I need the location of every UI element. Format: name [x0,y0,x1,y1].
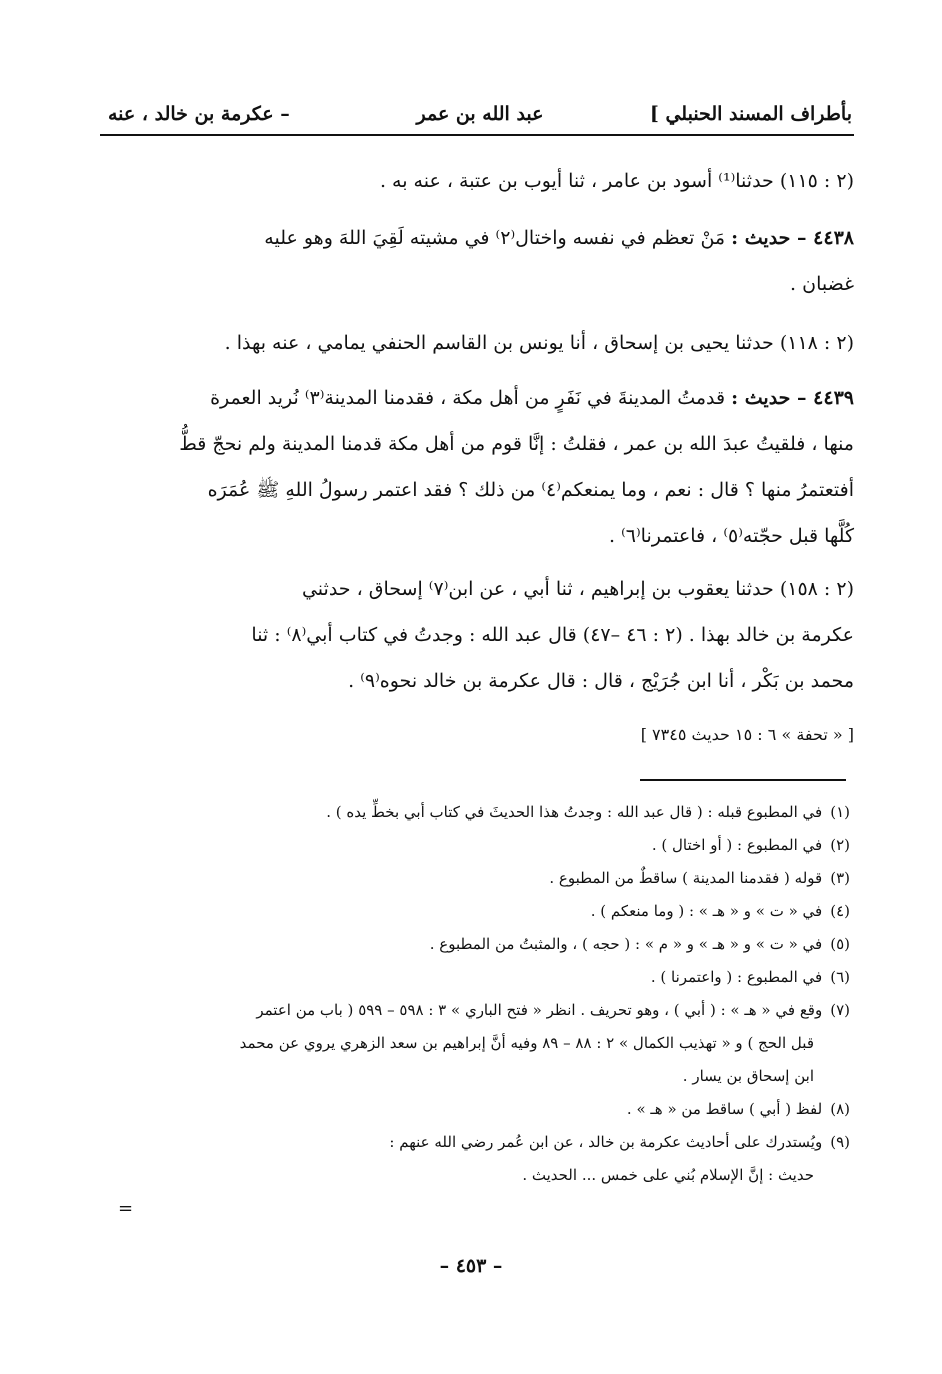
footnote-6 [104,961,850,994]
footnote-2 [104,829,850,862]
text-line: (٢ : ١٥٨) حدثنا يعقوب بن إبراهيم ، ثنا أبي ، عن ابن⁽٧⁾ إسحاق ، حدثني [301,578,854,600]
footnote-8 [104,1093,850,1126]
footnote-number: (٩) [830,1133,850,1151]
footnote-text: في « ت » و « هـ » : ( وما منعكم ) . [590,902,823,920]
footnote-text: في المطبوع : ( واعتمرنا ) . [650,968,823,986]
footnote-4 [104,895,850,928]
header-subchapter: – عكرمة بن خالد ، عنه [108,103,290,125]
footnote-number: (٦) [830,968,850,986]
hadith-4438 [104,215,854,307]
footnote-number: (٢) [830,836,850,854]
tuhfa-reference [104,712,854,758]
hadith-4439 [104,375,854,559]
header-chapter: عبد الله بن عمر [416,103,544,125]
footnote-text: ويُستدرك على أحاديث عكرمة بن خالد ، عن ابن عُمر رضي الله عنهم : [389,1133,823,1151]
footnote-text: في المطبوع : ( أو اختال ) . [651,836,823,854]
footnote-number: (٨) [830,1100,850,1118]
hadith-number: ٤٤٣٨ – حديث : [731,227,854,249]
text-line: كُلَّها قبل حجّته⁽٥⁾ ، فاعتمرنا⁽٦⁾ . [609,525,854,547]
text-line: محمد بن بَكْر ، أنا ابن جُرَيْج ، قال : قال عكرمة بن خالد نحوه⁽٩⁾ . [348,670,854,692]
footnote-3 [104,862,850,895]
text-line: (٢ : ١١٥) حدثنا⁽¹⁾ أسود بن عامر ، ثنا أيوب بن عتبة ، عنه به . [379,170,854,192]
footnote-7 [104,994,850,1027]
text-line: [ « تحفة » ٦ : ١٥ حديث ٧٣٤٥ ] [640,725,854,744]
text-line: أفتعتمرُ منها ؟ قال : نعم ، وما يمنعكم⁽٤⁾ من ذلك ؟ فقد اعتمر رسولُ اللهِ ﷺ عُمَرَه [207,479,854,501]
hadith-number: ٤٤٣٩ – حديث : [731,387,854,409]
text-line: عكرمة بن خالد بهذا . (٢ : ٤٦ –٤٧) قال عبد الله : وجدتُ في كتاب أبي⁽٨⁾ : ثنا [251,624,854,646]
footnote-text: في المطبوع قبله : ( قال عبد الله : وجدتُ هذا الحديثَ في كتاب أبي بخطِّ يده ) . [326,803,823,821]
continuation-mark: = [118,1198,134,1219]
footnote-number: (٥) [830,935,850,953]
footnote-number: (٣) [830,869,850,887]
footnote-5 [104,928,850,961]
footnote-text: لفظ ( أبي ) ساقط من « هـ » . [626,1100,823,1118]
isnad-115 [104,158,854,204]
footnote-9 [104,1126,850,1159]
footnote-9-continuation: حديث : إنَّ الإسلام بُني على خمس ... الحديث . [522,1166,814,1184]
footnote-number: (٤) [830,902,850,920]
footnotes [104,796,850,1192]
footnote-divider [640,779,846,781]
page-number: – ٤٥٣ – [439,1255,503,1277]
running-header [108,96,852,132]
text-line: منها ، فلقيتُ عبدَ الله بن عمر ، فقلتُ : إنَّا قوم من أهل مكة قدمنا المدينة ولم نحجّ قطُّ [179,433,854,455]
footnote-7-continuation: ابن إسحاق بن يسار . [682,1067,814,1085]
footnote-number: (١) [830,803,850,821]
text-line: غضبان . [790,273,854,295]
text-line: (٢ : ١١٨) حدثنا يحيى بن إسحاق ، أنا يونس بن القاسم الحنفي يمامي ، عنه بهذا . [224,332,854,354]
isnad-118 [104,320,854,366]
isnad-158 [104,566,854,704]
footnote-text: قوله ( فقدمنا المدينة ) ساقطٌ من المطبوع . [549,869,823,887]
footnote-text: في « ت » و « هـ » و « م » : ( حجه ) ، والمثبتُ من المطبوع . [429,935,823,953]
footnote-7-continuation: قبل الحج ) و « تهذيب الكمال » ٢ : ٨٨ – ٨٩ وفيه أنَّ إبراهيم بن سعد الزهري يروي عن محمد [239,1034,814,1052]
footnote-number: (٧) [830,1001,850,1019]
header-divider [100,134,854,136]
text-line: قدمتُ المدينةَ في نَفَرٍ من أهل مكة ، فقدمنا المدينة⁽٣⁾ نُريد العمرة [210,387,726,409]
text-line: مَنْ تعظم في نفسه واختال⁽٢⁾ في مشيته لَقِيَ اللهَ وهو عليه [264,227,726,249]
footnote-text: وقع في « هـ » : ( أبي ) ، وهو تحريف . انظر « فتح الباري » ٣ : ٥٩٨ – ٥٩٩ ( باب من اعتمر [256,1001,823,1019]
footnote-1 [104,796,850,829]
header-book-title: بأطراف المسند الحنبلي ] [649,103,852,125]
